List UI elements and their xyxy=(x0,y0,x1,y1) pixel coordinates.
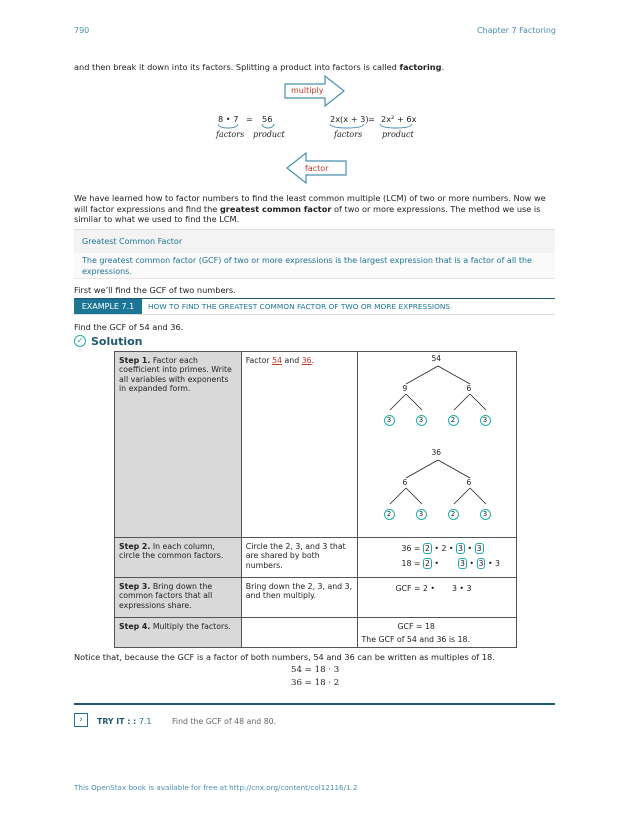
right-product-brace xyxy=(380,124,412,128)
step2-row1 xyxy=(402,543,484,554)
step2-row2-dot1: • xyxy=(434,559,439,568)
step2-row1-dot3: • xyxy=(467,544,473,553)
step4-line2: The GCF of 54 and 36 is 18. xyxy=(361,635,470,644)
para1-b: of two or more expressions. The method we use is similar to what we used to find the LCM. xyxy=(74,203,541,224)
step2-row2-c2: 3 xyxy=(459,559,465,568)
tree36-leaf-4: 3 xyxy=(480,509,491,520)
right-factors-label: factors xyxy=(334,130,363,139)
step3-text: Bring down the common factors that all expressions share. xyxy=(119,582,213,610)
steps-table xyxy=(114,351,517,648)
tryit-text: Find the GCF of 48 and 80. xyxy=(172,717,277,726)
paragraph-gcf-numbers: First we’ll find the GCF of two numbers. xyxy=(74,285,236,295)
left-product-brace xyxy=(262,124,274,128)
paragraph-lcm xyxy=(74,193,559,225)
step2-mid: Circle the 2, 3, and 3 that are shared by both numbers. xyxy=(241,538,357,578)
tree54-leaf-1: 3 xyxy=(384,415,395,426)
step1-text: Factor each coefficient into primes. Write all variables with exponents in expanded form. xyxy=(119,356,232,394)
step2-row1-lhs: 36 = xyxy=(401,544,421,553)
footer-text: This OpenStax book is available for free at http://cnx.org/content/col12116/1.2 xyxy=(74,783,358,792)
right-expr-b: 2x² + 6x xyxy=(381,114,417,124)
right-product-label: product xyxy=(382,130,414,139)
step1-mid-a: Factor xyxy=(245,356,273,365)
left-eq: = xyxy=(246,114,253,124)
step2-text: In each column, circle the common factors. xyxy=(119,542,224,561)
example-header xyxy=(74,298,555,315)
step2-row2-dot3: • xyxy=(487,559,493,568)
tree54-root: 54 xyxy=(431,354,442,363)
step-row-2 xyxy=(115,538,517,578)
intro-text-a: and then break it down into its factors. Splitting a product into factors is called xyxy=(74,62,400,72)
factor-trees xyxy=(357,352,517,538)
intro-bold: factoring xyxy=(399,62,442,72)
step2-row1-c2: 2 xyxy=(441,544,447,553)
step-row-4 xyxy=(115,618,517,648)
para1-bold: greatest common factor xyxy=(219,203,332,214)
definition-body: The greatest common factor (GCF) of two or more expressions is the largest expression that is a factor of all the expressions. xyxy=(82,256,532,276)
step1-cell xyxy=(115,352,242,538)
tree36-leaf-3: 2 xyxy=(448,509,459,520)
step3-mid: Bring down the 2, 3, and 3, and then multiply. xyxy=(241,578,357,618)
tree54-right: 6 xyxy=(466,384,472,393)
tree36-root: 36 xyxy=(431,448,442,457)
example-badge: EXAMPLE 7.1 xyxy=(74,299,142,314)
check-circle-icon: ✓ xyxy=(74,335,86,347)
tryit-number: 7.1 xyxy=(139,717,152,726)
intro-text-b: . xyxy=(441,62,445,72)
right-factors-brace xyxy=(330,124,364,128)
right-eq: = xyxy=(368,114,375,124)
step3-cell xyxy=(115,578,242,618)
step4-mid xyxy=(241,618,357,648)
step2-row2-c1: 2 xyxy=(424,559,430,568)
chevron-right-icon: › xyxy=(74,713,88,727)
step4-cell xyxy=(115,618,242,648)
step2-label: Step 2. xyxy=(119,542,151,551)
step1-mid xyxy=(241,352,357,538)
step1-mid-n1: 54 xyxy=(272,356,283,365)
solution-heading: Solution xyxy=(91,335,143,348)
step2-row2-c3: 3 xyxy=(478,559,484,568)
step1-mid-end: . xyxy=(311,356,315,365)
step1-mid-n2: 36 xyxy=(301,356,312,365)
left-factors-brace xyxy=(218,124,238,128)
step1-mid-and: and xyxy=(282,356,302,365)
tree36-leaf-2: 3 xyxy=(416,509,427,520)
step2-row2 xyxy=(402,558,501,569)
step2-row1-c1: 2 xyxy=(424,544,430,553)
step2-row1-c4: 3 xyxy=(476,544,482,553)
step2-columns xyxy=(357,538,517,578)
step4-line1: GCF = 18 xyxy=(397,622,435,631)
step2-row2-lhs: 18 = xyxy=(401,559,421,568)
tryit-rule xyxy=(74,703,555,705)
step1-label: Step 1. xyxy=(119,356,151,365)
step2-row1-c3: 3 xyxy=(458,544,463,553)
step3-result xyxy=(357,578,517,618)
definition-title: Greatest Common Factor xyxy=(82,237,183,246)
factor-trees-svg xyxy=(358,352,516,532)
definition-header xyxy=(74,229,555,253)
step2-row1-dot2: • xyxy=(448,544,454,553)
tree54-leaf-3: 2 xyxy=(448,415,459,426)
step3-gcf-line xyxy=(396,584,472,593)
tree36-right: 6 xyxy=(466,478,472,487)
step2-row1-dot1: • xyxy=(434,544,439,553)
chapter-title: Chapter 7 Factoring xyxy=(476,26,556,35)
tree36-leaf-1: 2 xyxy=(384,509,395,520)
step3-rhs: 3 • 3 xyxy=(451,584,472,593)
step-row-3 xyxy=(115,578,517,618)
step3-label: Step 3. xyxy=(119,582,151,591)
step4-label: Step 4. xyxy=(119,622,151,631)
definition-body-box xyxy=(74,253,555,279)
tree54-leaf-4: 3 xyxy=(480,415,491,426)
factor-label: factor xyxy=(305,164,329,173)
tree54-leaf-2: 3 xyxy=(416,415,427,426)
left-expr-b: 56 xyxy=(262,114,273,124)
step4-result xyxy=(357,618,517,648)
left-expr-a: 8 • 7 xyxy=(218,114,239,124)
equation-54: 54 = 18 · 3 xyxy=(291,665,340,675)
left-factors-label: factors xyxy=(216,130,245,139)
step2-cell xyxy=(115,538,242,578)
tryit-label: TRY IT : : xyxy=(97,717,137,726)
para1-a: We have learned how to factor numbers to find the least common multiple (LCM) of two or more numbers. Now we will factor expressions and find the xyxy=(74,193,546,214)
notice-text: Notice that, because the GCF is a factor of both numbers, 54 and 36 can be written as multiples of 18. xyxy=(74,652,495,662)
tree54-left: 9 xyxy=(402,384,408,393)
step4-text: Multiply the factors. xyxy=(152,622,231,631)
multiply-label: multiply xyxy=(291,86,324,95)
page-number: 790 xyxy=(74,26,90,35)
left-product-label: product xyxy=(253,130,285,139)
tree36-left: 6 xyxy=(402,478,408,487)
step3-lhs: GCF = 2 • xyxy=(395,584,435,593)
step2-row2-dot2: • xyxy=(469,559,475,568)
step2-row2-c4: 3 xyxy=(495,559,501,568)
equation-36: 36 = 18 · 2 xyxy=(291,678,340,688)
step-row-1 xyxy=(115,352,517,538)
example-prompt: Find the GCF of 54 and 36. xyxy=(74,322,184,332)
example-title: HOW TO FIND THE GREATEST COMMON FACTOR OF TWO OR MORE EXPRESSIONS xyxy=(148,302,451,311)
right-expr-a: 2x(x + 3) xyxy=(330,114,369,124)
